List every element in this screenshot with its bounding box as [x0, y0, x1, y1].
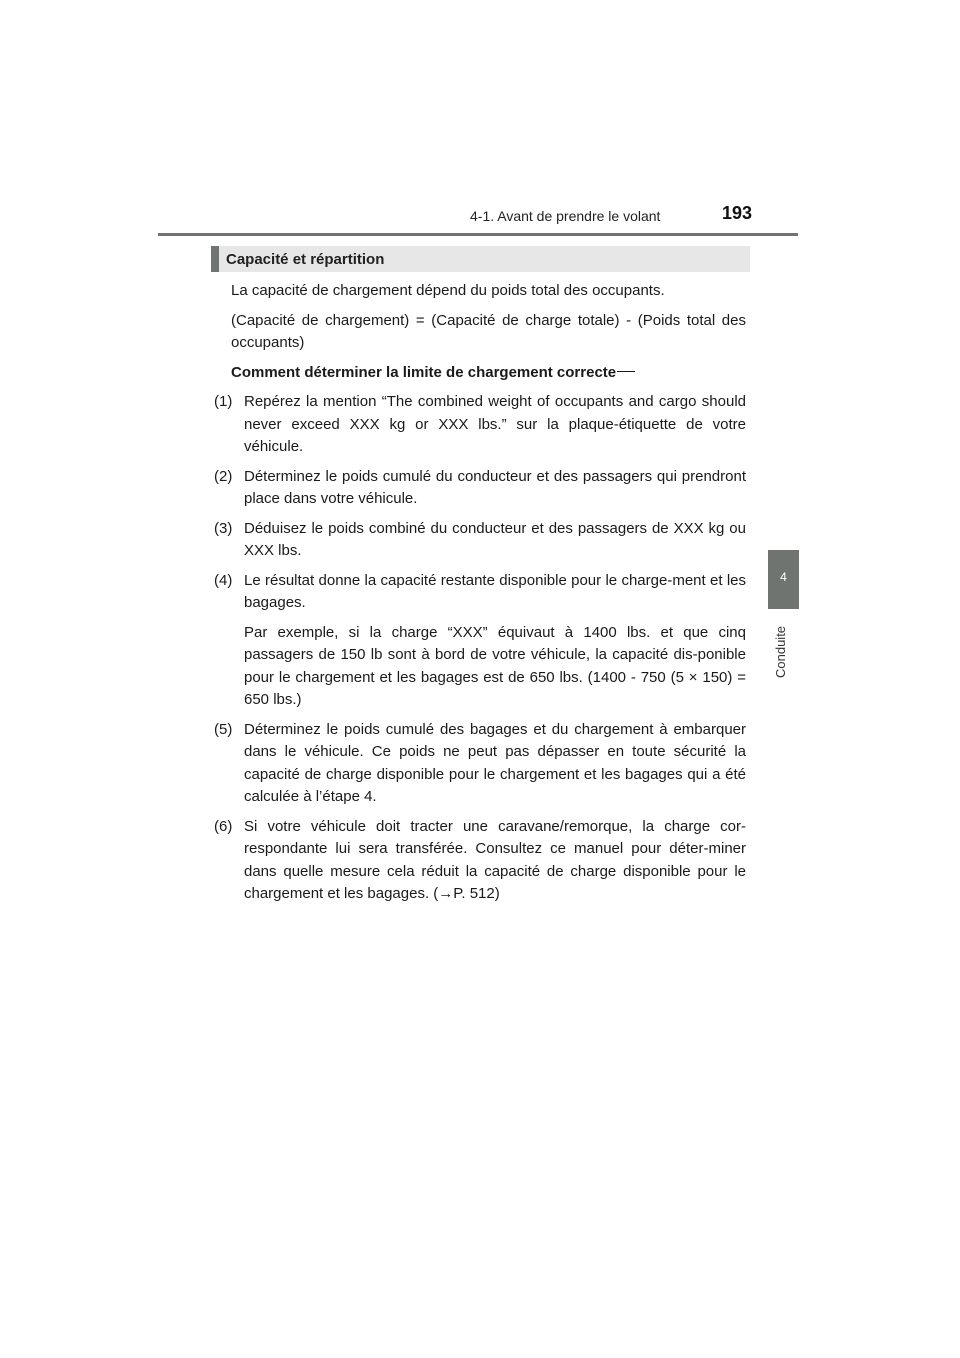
list-item	[214, 391, 746, 459]
list-item-number: (5)	[214, 720, 233, 738]
list-item-text: Déterminez le poids cumulé des bagages et du chargement à embarquer dans le véhicule. Ce poids ne peut pas dépasser en toute sécurité la capacité de charge disponible pour le chargement et les bagages qui a été calculée à l’étape 4.	[244, 720, 746, 805]
formula-paragraph: (Capacité de chargement) = (Capacité de charge totale) - (Poids total des occupants)	[231, 311, 746, 351]
list-item-number: (1)	[214, 393, 233, 410]
em-dash-rule	[617, 371, 635, 372]
list-item-text: Le résultat donne la capacité restante disponible pour le charge-ment et les bagages.	[244, 571, 746, 611]
header-section-title: 4-1. Avant de prendre le volant	[470, 208, 661, 224]
list-item-text: Si votre véhicule doit tracter une caravane/remorque, la charge cor-respondante lui sera transférée. Consultez ce manuel pour déter-miner dans quelle mesure cela réduit la capacité de charge disponible pour le chargement et les bagages. (→P. 512)	[244, 817, 746, 902]
chapter-tab-label: Conduite	[773, 625, 788, 678]
example-paragraph: Par exemple, si la charge “XXX” équivaut à 1400 lbs. et que cinq passagers de 150 lb sont à bord de votre véhicule, la capacité dis-ponible pour le chargement et les bagages est de 650 lbs. (1400 - 750 (5 × 150) = 650 lbs.)	[244, 623, 746, 708]
section-title: Capacité et répartition	[226, 251, 385, 268]
list-item	[214, 816, 746, 906]
subheading-text: Comment déterminer la limite de chargement correcte	[231, 363, 617, 381]
chapter-tab-number: 4	[780, 570, 787, 584]
list-item-number: (2)	[214, 467, 233, 485]
header-divider	[158, 233, 798, 236]
list-item-text: Repérez la mention “The combined weight of occupants and cargo should never exceed XXX kg or XXX lbs.” sur la plaque-étiquette de votre véhicule.	[244, 393, 746, 455]
list-item-text: Déterminez le poids cumulé du conducteur et des passagers qui prendront place dans votre véhicule.	[244, 467, 746, 507]
body-content	[214, 280, 746, 913]
list-item-text: Déduisez le poids combiné du conducteur et des passagers de XXX kg ou XXX lbs.	[244, 519, 746, 559]
list-item	[214, 466, 746, 511]
list-item	[214, 719, 746, 809]
intro-paragraph: La capacité de chargement dépend du poids total des occupants.	[231, 282, 665, 299]
list-item-number: (6)	[214, 817, 233, 835]
list-item	[214, 570, 746, 615]
page-number: 193	[722, 203, 753, 223]
list-item-number: (4)	[214, 571, 233, 589]
subheading	[214, 362, 746, 385]
list-item-number: (3)	[214, 519, 233, 537]
list-item	[214, 518, 746, 563]
